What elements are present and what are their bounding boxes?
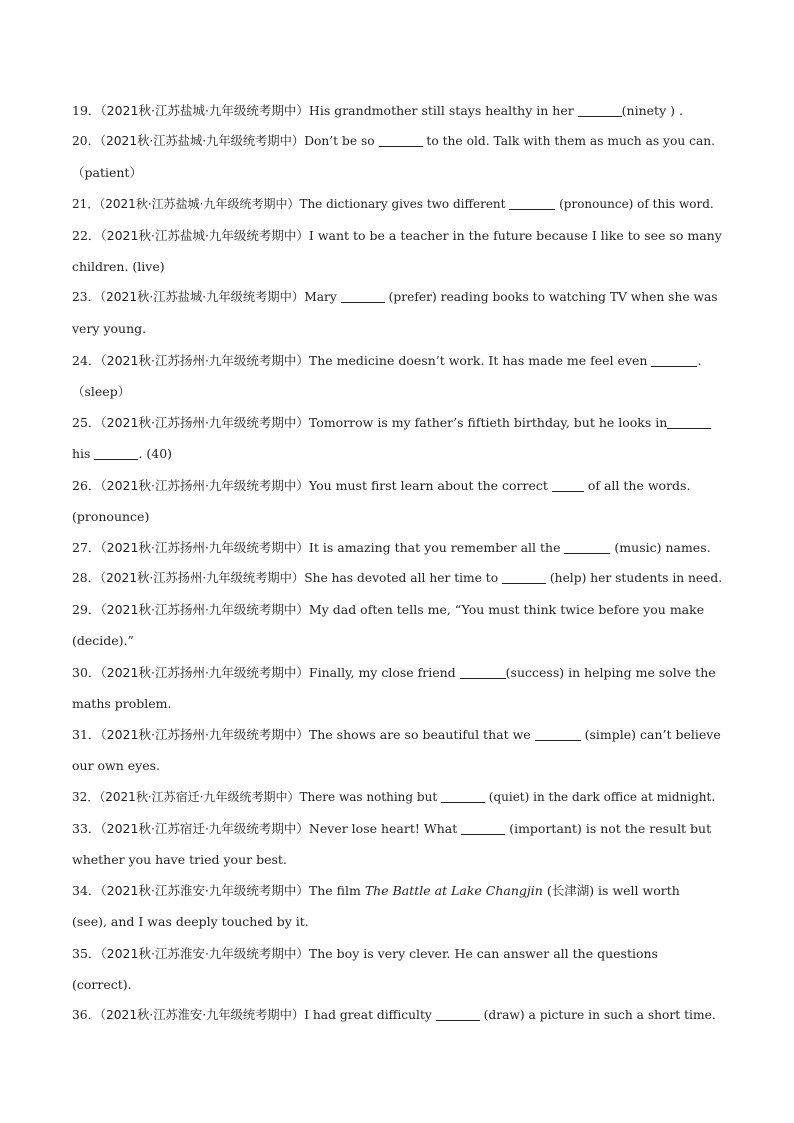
question-text-after-blank: . [697, 353, 702, 368]
question-text-after-blank: (simple) can’t believe [580, 727, 721, 742]
question-line [72, 532, 722, 563]
question-number: 26． [72, 478, 101, 493]
question-number: 28． [72, 571, 100, 585]
continuation-text: maths problem. [72, 696, 172, 711]
question-line [72, 719, 722, 750]
question-number: 35． [72, 946, 101, 961]
question-text: The medicine doesn’t work. It has made me feel even [308, 353, 652, 368]
question-text: The boy is very clever. He can answer all the questions [308, 946, 658, 961]
question-source: （2021秋·江苏扬州·九年级统考期中） [99, 571, 305, 585]
question-text-after-blank: (help) her students in need. [546, 571, 722, 585]
question-line [72, 126, 722, 157]
question-text-after-blank: (draw) a picture in such a short time. [479, 1008, 716, 1022]
question-line [72, 189, 722, 220]
question-continuation [72, 438, 722, 469]
question-text: The dictionary gives two different [299, 197, 510, 211]
question-source: （2021秋·江苏扬州·九年级统考期中） [100, 602, 309, 617]
question-source: （2021秋·江苏扬州·九年级统考期中） [100, 353, 309, 368]
question-item [72, 657, 722, 719]
answer-blank[interactable] [341, 288, 385, 303]
question-text-after-blank: (prefer) reading books to watching TV when she was [384, 290, 718, 304]
question-continuation [72, 906, 722, 937]
question-number: 22． [72, 228, 101, 243]
continuation-text: very young. [72, 321, 147, 336]
question-text-after-blank: (长津湖) is well worth [542, 883, 680, 898]
question-number: 34． [72, 883, 101, 898]
question-item [72, 1000, 722, 1031]
question-source: （2021秋·江苏扬州·九年级统考期中） [100, 727, 309, 742]
question-source: （2021秋·江苏扬州·九年级统考期中） [100, 540, 309, 555]
question-number: 20． [72, 134, 100, 148]
question-item [72, 126, 722, 188]
question-text-after-blank: to the old. Talk with them as much as you can. [422, 134, 716, 148]
question-item [72, 594, 722, 656]
question-item [72, 719, 722, 781]
question-line [72, 220, 722, 251]
question-item [72, 563, 722, 594]
question-text: I had great difficulty [304, 1008, 436, 1022]
question-text: Never lose heart! What [308, 821, 462, 836]
answer-blank[interactable] [552, 477, 584, 492]
question-source: （2021秋·江苏宿迁·九年级统考期中） [99, 790, 300, 804]
question-text-after-blank: (pronounce) of this word. [555, 197, 714, 211]
question-text-after-blank: (important) is not the result but [505, 821, 712, 836]
answer-blank[interactable] [578, 102, 622, 117]
question-line [72, 782, 722, 813]
question-number: 30． [72, 665, 101, 680]
question-line [72, 938, 722, 969]
question-item [72, 938, 722, 1000]
answer-blank[interactable] [441, 788, 485, 803]
question-number: 24． [72, 353, 101, 368]
question-text-after-blank: (music) names. [610, 540, 711, 555]
continuation-text: children. (live) [72, 259, 165, 274]
question-continuation [72, 501, 722, 532]
question-source: （2021秋·江苏盐城·九年级统考期中） [99, 197, 300, 211]
answer-blank[interactable] [535, 726, 581, 741]
question-continuation [72, 969, 722, 1000]
question-source: （2021秋·江苏淮安·九年级统考期中） [100, 946, 309, 961]
question-continuation [72, 376, 722, 407]
continuation-text: (correct). [72, 977, 132, 992]
question-text: It is amazing that you remember all the [308, 540, 565, 555]
question-text: His grandmother still stays healthy in her [308, 103, 578, 118]
question-line [72, 594, 722, 625]
question-continuation [72, 688, 722, 719]
question-line [72, 1000, 722, 1031]
question-item [72, 407, 722, 469]
answer-blank[interactable] [667, 414, 711, 429]
question-text: She has devoted all her time to [304, 571, 502, 585]
question-source: （2021秋·江苏淮安·九年级统考期中） [100, 883, 309, 898]
question-number: 33． [72, 821, 101, 836]
continuation-text: whether you have tried your best. [72, 852, 287, 867]
question-number: 23． [72, 290, 100, 304]
question-continuation [72, 844, 722, 875]
question-source: （2021秋·江苏淮安·九年级统考期中） [99, 1008, 305, 1022]
question-text-after-blank: (success) in helping me solve the [505, 665, 716, 680]
question-text: The shows are so beautiful that we [308, 727, 535, 742]
question-text: Tomorrow is my father’s fiftieth birthday, but he looks in [308, 415, 668, 430]
answer-blank[interactable] [436, 1006, 480, 1021]
question-line [72, 345, 722, 376]
question-item [72, 782, 722, 813]
question-item [72, 95, 722, 126]
question-source: （2021秋·江苏盐城·九年级统考期中） [100, 228, 309, 243]
question-continuation [72, 251, 722, 282]
question-text: I want to be a teacher in the future because I like to see so many [308, 228, 722, 243]
question-line [72, 813, 722, 844]
question-continuation [72, 157, 722, 188]
question-line [72, 875, 722, 906]
question-continuation [72, 313, 722, 344]
question-text: Mary [304, 290, 341, 304]
question-source: （2021秋·江苏扬州·九年级统考期中） [100, 665, 309, 680]
question-source: （2021秋·江苏宿迁·九年级统考期中） [100, 821, 309, 836]
question-item [72, 189, 722, 220]
answer-blank[interactable] [379, 132, 423, 147]
question-line [72, 282, 722, 313]
answer-blank[interactable] [461, 820, 505, 835]
question-number: 27． [72, 540, 101, 555]
question-number: 36． [72, 1008, 100, 1022]
question-source: （2021秋·江苏扬州·九年级统考期中） [100, 415, 309, 430]
question-item [72, 220, 722, 282]
question-item [72, 532, 722, 563]
question-line [72, 470, 722, 501]
question-text: Finally, my close friend [308, 665, 460, 680]
question-number: 31． [72, 727, 101, 742]
answer-blank[interactable] [651, 352, 697, 367]
continuation-text: （patient） [72, 165, 142, 180]
question-text: You must first learn about the correct [308, 478, 552, 493]
question-line [72, 95, 722, 126]
question-text-after-blank: (ninety ) . [621, 103, 683, 118]
question-number: 32． [72, 790, 100, 804]
continuation-text: (decide).” [72, 633, 134, 648]
film-title: The Battle at Lake Changjin [364, 883, 543, 898]
continuation-text: (see), and I was deeply touched by it. [72, 914, 309, 929]
question-source: （2021秋·江苏盐城·九年级统考期中） [99, 134, 305, 148]
question-text: My dad often tells me, “You must think twice before you make [308, 602, 705, 617]
continuation-text: his [72, 446, 95, 461]
question-text-after-blank: (quiet) in the dark office at midnight. [484, 790, 716, 804]
question-source: （2021秋·江苏盐城·九年级统考期中） [100, 103, 309, 118]
continuation-text: （sleep） [72, 384, 131, 399]
continuation-text-after-blank: . (40) [138, 446, 173, 461]
continuation-text: our own eyes. [72, 758, 161, 773]
question-source: （2021秋·江苏盐城·九年级统考期中） [99, 290, 305, 304]
question-item [72, 875, 722, 937]
question-continuation [72, 625, 722, 656]
question-number: 19． [72, 103, 101, 118]
answer-blank[interactable] [94, 445, 138, 460]
continuation-text: (pronounce) [72, 509, 150, 524]
question-source: （2021秋·江苏扬州·九年级统考期中） [100, 478, 309, 493]
question-line [72, 563, 722, 594]
answer-blank[interactable] [509, 195, 555, 210]
question-text: Don’t be so [304, 134, 379, 148]
answer-blank[interactable] [460, 664, 506, 679]
question-number: 25． [72, 415, 101, 430]
question-text: There was nothing but [299, 790, 441, 804]
question-item [72, 282, 722, 344]
answer-blank[interactable] [502, 569, 546, 584]
question-item [72, 470, 722, 532]
question-text-after-blank: of all the words. [583, 478, 691, 493]
answer-blank[interactable] [564, 539, 610, 554]
question-continuation [72, 750, 722, 781]
question-item [72, 345, 722, 407]
question-line [72, 407, 722, 438]
question-number: 29． [72, 602, 101, 617]
question-number: 21． [72, 197, 100, 211]
question-item [72, 813, 722, 875]
question-line [72, 657, 722, 688]
question-text: The film [308, 883, 365, 898]
